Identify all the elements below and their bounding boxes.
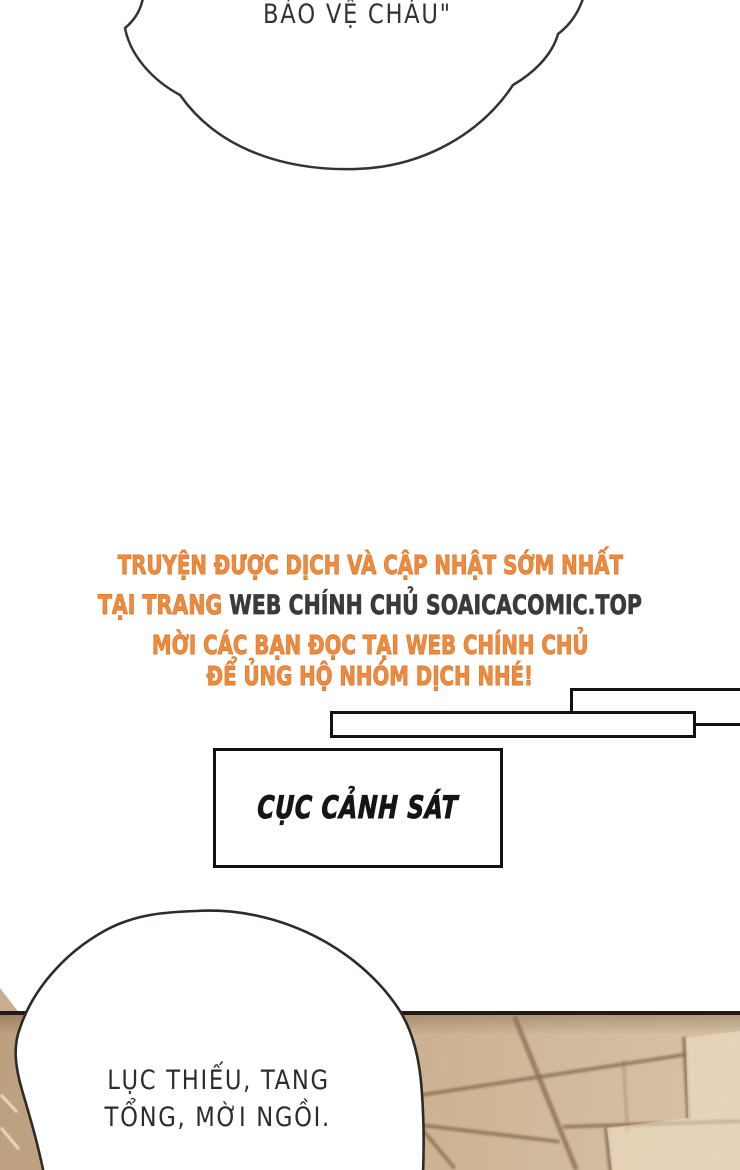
promo-line-2 xyxy=(0,590,740,621)
promo-line-1-text: TRUYỆN ĐƯỢC DỊCH VÀ CẬP NHẬT SỚM NHẤT xyxy=(117,551,623,581)
police-sign-label: CỤC CẢNH SÁT xyxy=(257,790,459,826)
sign-board-wide xyxy=(330,711,696,738)
promo-line-3 xyxy=(0,631,740,661)
promo-line-2-prefix: TẠI TRANG xyxy=(97,590,223,621)
police-sign xyxy=(213,748,503,868)
promo-site-url: WEB CHÍNH CHỦ SOAICACOMIC.TOP xyxy=(229,590,643,621)
promo-line-3-text: MỜI CÁC BẠN ĐỌC TẠI WEB CHÍNH CHỦ xyxy=(151,631,589,661)
bottom-bubble-line-1: LỤC THIẾU, TANG xyxy=(106,1065,330,1096)
top-bubble-line: BẢO VỆ CHÁU" xyxy=(262,0,452,30)
promo-line-1 xyxy=(0,551,740,581)
top-bubble-text xyxy=(157,0,557,32)
bottom-bubble-line-2: TỔNG, MỜI NGỒI. xyxy=(104,1102,332,1133)
promo-line-4-text: ĐỂ ỦNG HỘ NHÓM DỊCH NHÉ! xyxy=(206,662,534,692)
